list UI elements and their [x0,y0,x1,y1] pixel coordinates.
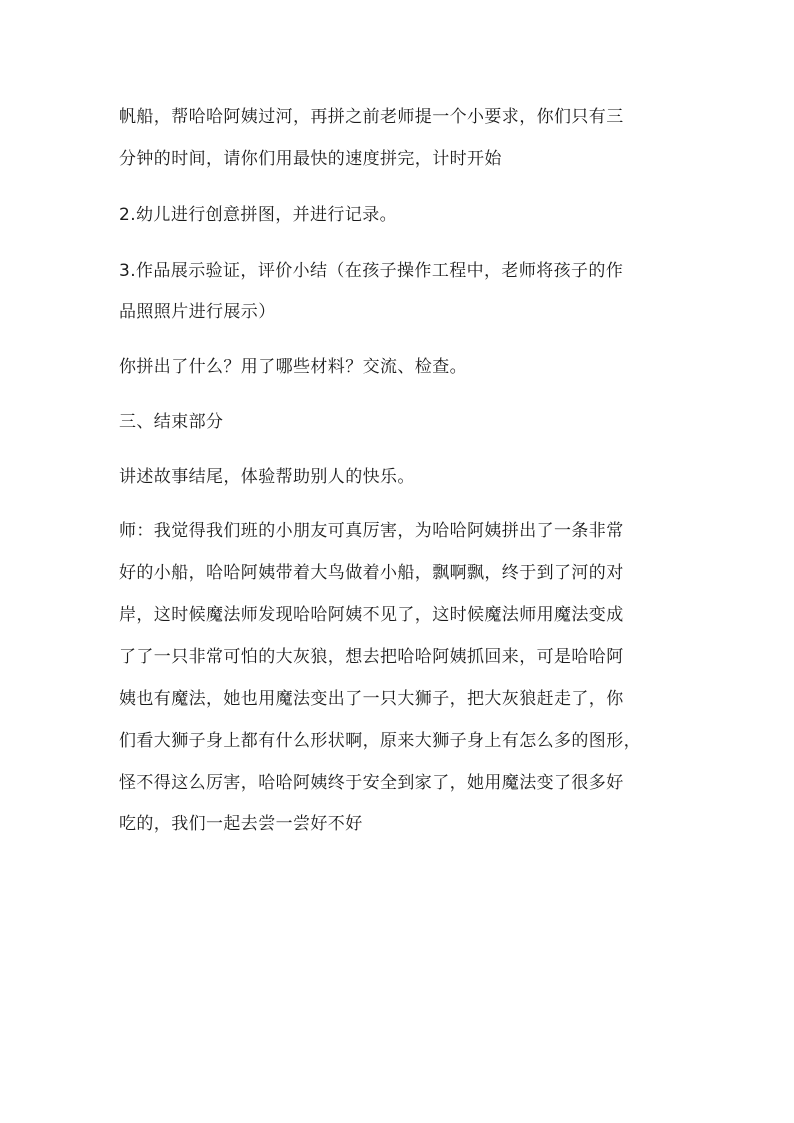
text-line: 吃的，我们一起去尝一尝好不好 [119,814,363,834]
text-line: 品照照片进行展示） [119,302,276,322]
text-line: 姨也有魔法，她也用魔法变出了一只大狮子，把大灰狼赶走了，你 [119,689,624,709]
text-line: 师：我觉得我们班的小朋友可真厉害，为哈哈阿姨拼出了一条非常 [119,521,624,541]
text-line: 们看大狮子身上都有什么形状啊，原来大狮子身上有怎么多的图形， [119,731,641,751]
text-line: 2.幼儿进行创意拼图，并进行记录。 [119,205,398,225]
text-line: 岸，这时候魔法师发现哈哈阿姨不见了，这时候魔法师用魔法变成 [119,605,624,625]
text-line: 帆船，帮哈哈阿姨过河，再拼之前老师提一个小要求，你们只有三 [119,107,624,127]
text-line: 好的小船，哈哈阿姨带着大鸟做着小船，飘啊飘，终于到了河的对 [119,563,624,583]
text-line: 讲述故事结尾，体验帮助别人的快乐。 [119,467,415,487]
text-line: 分钟的时间，请你们用最快的速度拼完，计时开始 [119,149,502,169]
text-line: 3.作品展示验证，评价小结（在孩子操作工程中，老师将孩子的作 [119,261,624,281]
text-line: 你拼出了什么？用了哪些材料？交流、检查。 [119,357,467,377]
section-heading: 三、结束部分 [119,412,224,432]
text-line: 了了一只非常可怕的大灰狼，想去把哈哈阿姨抓回来，可是哈哈阿 [119,647,624,667]
text-line: 怪不得这么厉害，哈哈阿姨终于安全到家了，她用魔法变了很多好 [119,773,624,793]
